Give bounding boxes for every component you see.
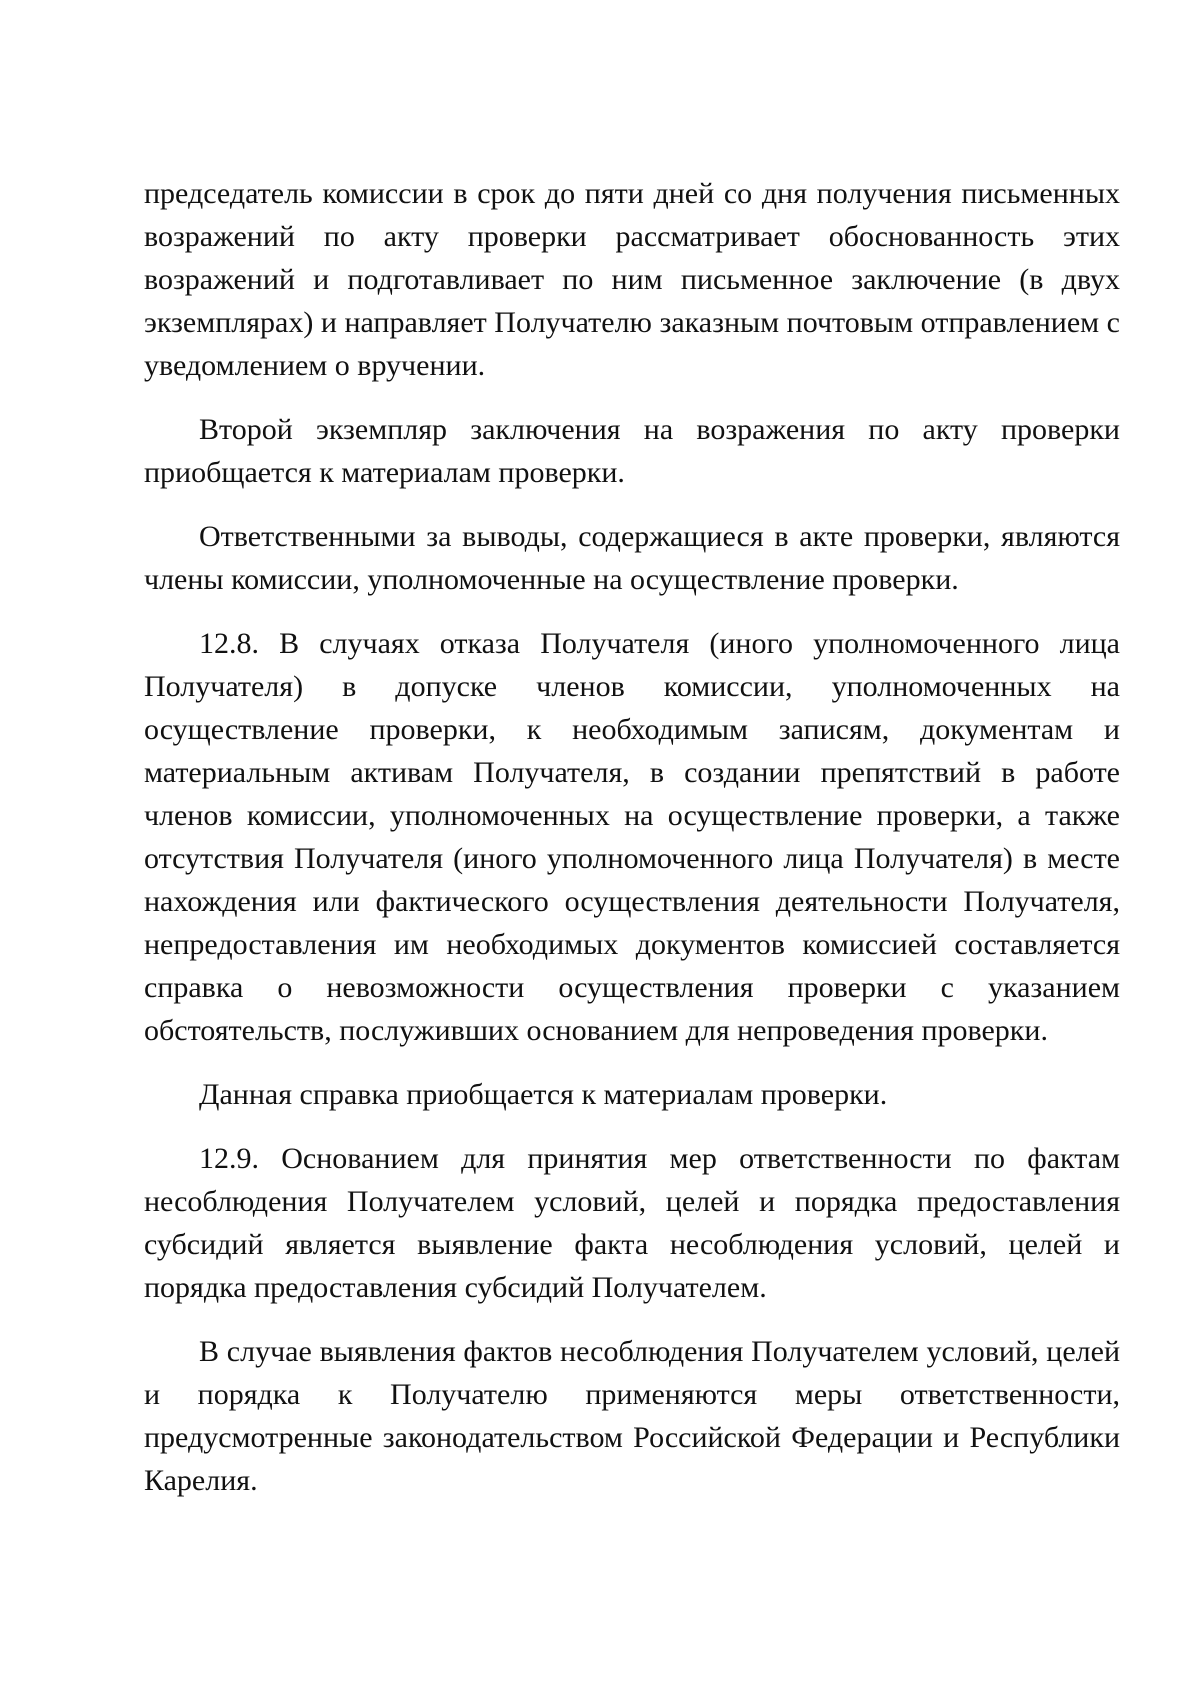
paragraph-continuation: председатель комиссии в срок до пяти дней со дня получения письменных возражений по акту проверки рассматривает обоснованность этих возражений и подготавливает по ним письменное заключение (в двух экземплярах) и направляет Получателю заказным почтовым отправлением с уведомлением о вручении. [144,177,1120,382]
paragraph-responsibility: Ответственными за выводы, содержащиеся в акте проверки, являются члены комиссии, уполномоченные на осуществление проверки. [144,520,1120,596]
paragraph-12-9: 12.9. Основанием для принятия мер ответственности по фактам несоблюдения Получателем условий, целей и порядка предоставления субсидий является выявление факта несоблюдения условий, целей и порядка предоставления субсидий Получателем. [144,1142,1120,1304]
paragraph-12-8: 12.8. В случаях отказа Получателя (иного уполномоченного лица Получателя) в допуске членов комиссии, уполномоченных на осуществление проверки, к необходимым записям, документам и материальным активам Получателя, в создании препятствий в работе членов комиссии, уполномоченных на осуществление проверки, а также отсутствия Получателя (иного уполномоченного лица Получателя) в месте нахождения или фактического осуществления деятельности Получателя, непредоставления им необходимых документов комиссией составляется справка о невозможности осуществления проверки с указанием обстоятельств, послуживших основанием для непроведения проверки. [144,627,1120,1047]
paragraph-second-copy: Второй экземпляр заключения на возражения по акту проверки приобщается к материалам проверки. [144,413,1120,489]
paragraph-certificate: Данная справка приобщается к материалам проверки. [199,1078,888,1111]
document-body [144,172,1120,1523]
paragraph-measures: В случае выявления фактов несоблюдения Получателем условий, целей и порядка к Получателю применяются меры ответственности, предусмотренные законодательством Российской Федерации и Республики Карелия. [144,1335,1120,1497]
